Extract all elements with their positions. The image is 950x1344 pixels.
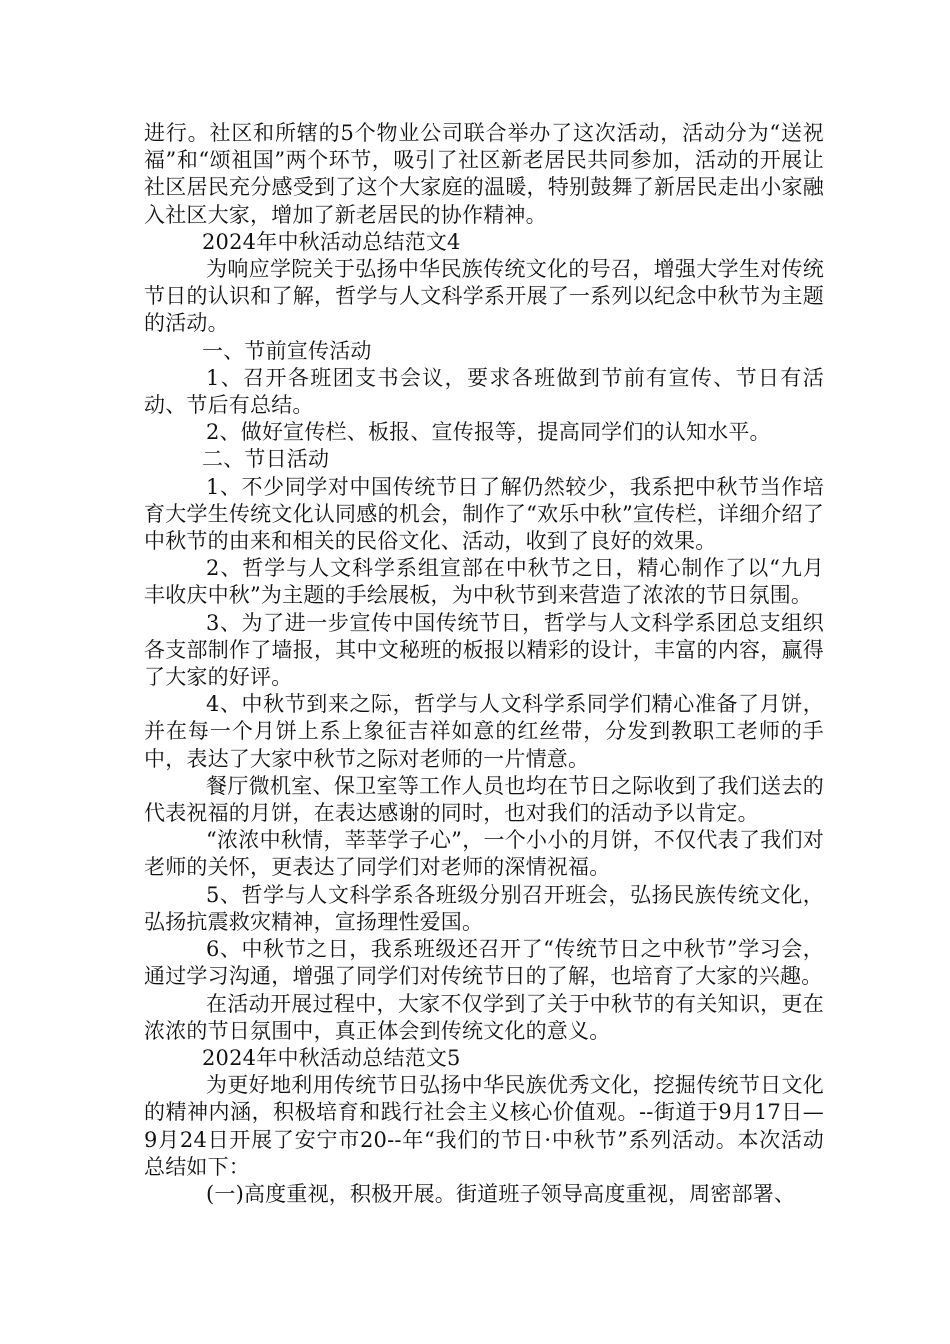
section-heading: 2024年中秋活动总结范文4 — [202, 229, 461, 254]
paragraph: 1、召开各班团支书会议，要求各班做到节前有宣传、节日有活动、节后有总结。 — [144, 365, 824, 418]
paragraph: 1、不少同学对中国传统节日了解仍然较少，我系把中秋节当作培育大学生传统文化认同感的机会，制作了“欢乐中秋”宣传栏，详细介绍了中秋节的由来和相关的民俗文化、活动，收到了良好的效果。 — [144, 474, 824, 554]
paragraph: 为响应学院关于弘扬中华民族传统文化的号召，增强大学生对传统节日的认识和了解，哲学与人文科学系开展了一系列以纪念中秋节为主题的活动。 — [144, 257, 824, 336]
paragraph: (一)高度重视，积极开展。街道班子领导高度重视，周密部署、 — [206, 1181, 796, 1206]
paragraph: 为更好地利用传统节日弘扬中华民族优秀文化，挖掘传统节日文化的精神内涵，积极培育和践行社会主义核心价值观。--街道于9月17日—9月24日开展了安宁市20--年“我们的节日·中秋节”系列活动。本次活动总结如下： — [144, 1073, 824, 1179]
subheading: 一、节前宣传活动 — [202, 338, 372, 363]
paragraph: 餐厅微机室、保卫室等工作人员也均在节日之际收到了我们送去的代表祝福的月饼，在表达感谢的同时，也对我们的活动予以肯定。 — [144, 773, 824, 826]
paragraph: 5、哲学与人文科学系各班级分别召开班会，弘扬民族传统文化，弘扬抗震救灾精神，宣扬理性爱国。 — [144, 882, 824, 934]
paragraph: 在活动开展过程中，大家不仅学到了关于中秋节的有关知识，更在浓浓的节日氛围中，真正体会到传统文化的意义。 — [144, 991, 824, 1043]
paragraph: 进行。社区和所辖的5个物业公司联合举办了这次活动，活动分为“送祝福”和“颂祖国”两个环节，吸引了社区新老居民共同参加，活动的开展让社区居民充分感受到了这个大家庭的温暖，特别鼓舞了新居民走出小家融入社区大家，增加了新老居民的协作精神。 — [144, 121, 824, 227]
paragraph: 4、中秋节到来之际，哲学与人文科学系同学们精心准备了月饼，并在每一个月饼上系上象征吉祥如意的红丝带，分发到教职工老师的手中，表达了大家中秋节之际对老师的一片情意。 — [144, 692, 824, 771]
paragraph: 3、为了进一步宣传中国传统节日，哲学与人文科学系团总支组织各支部制作了墙报，其中文秘班的板报以精彩的设计，丰富的内容，赢得了大家的好评。 — [144, 610, 824, 690]
paragraph: “浓浓中秋情，莘莘学子心”，一个小小的月饼，不仅代表了我们对老师的关怀，更表达了同学们对老师的深情祝福。 — [144, 828, 824, 880]
paragraph: 6、中秋节之日，我系班级还召开了“传统节日之中秋节”学习会，通过学习沟通，增强了同学们对传统节日的了解，也培育了大家的兴趣。 — [144, 937, 824, 989]
document-body — [144, 120, 824, 1208]
paragraph: 2、做好宣传栏、板报、宣传报等，提高同学们的认知水平。 — [206, 420, 771, 445]
section-heading: 2024年中秋活动总结范文5 — [202, 1045, 461, 1070]
subheading: 二、节日活动 — [202, 447, 330, 472]
paragraph: 2、哲学与人文科学系组宣部在中秋节之日，精心制作了以“九月丰收庆中秋”为主题的手绘展板，为中秋节到来营造了浓浓的节日氛围。 — [144, 556, 824, 608]
